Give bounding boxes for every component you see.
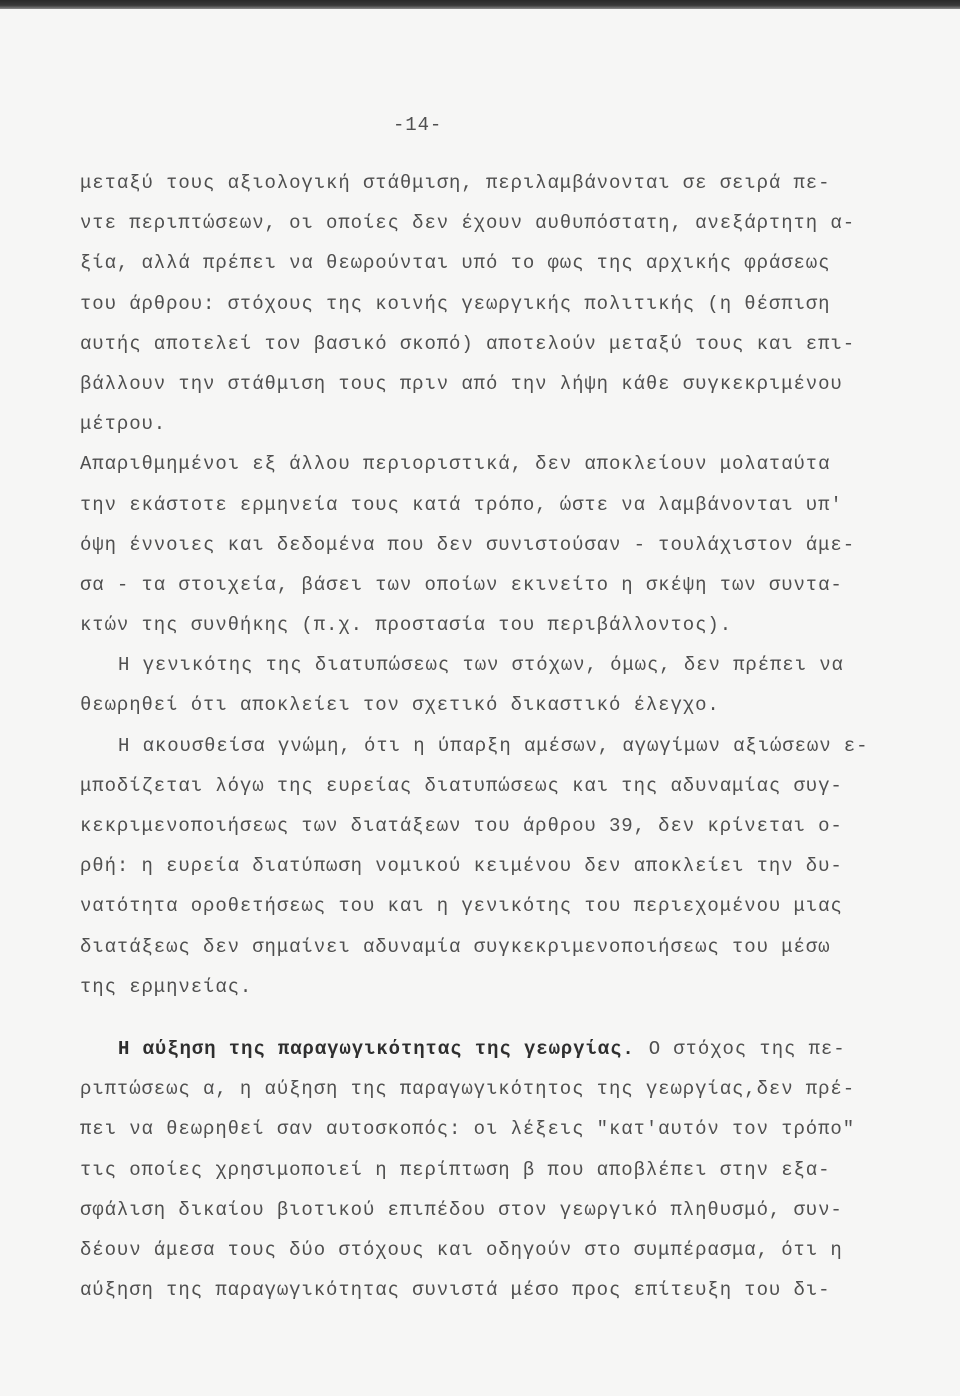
- text-line: Η γενικότης της διατυπώσεως των στόχων, όμως, δεν πρέπει να: [118, 654, 844, 677]
- text-line: όψη έννοιες και δεδομένα που δεν συνιστούσαν - τουλάχιστον άμε-: [80, 533, 856, 556]
- text-line: μέτρου.: [80, 413, 167, 436]
- scan-edge: [0, 0, 960, 9]
- text-line: την εκάστοτε ερμηνεία τους κατά τρόπο, ώστε να λαμβάνονται υπ': [80, 493, 843, 516]
- text-line: δέουν άμεσα τους δύο στόχους και οδηγούν στο συμπέρασμα, ότι η: [80, 1238, 843, 1261]
- text-line: τις οποίες χρησιμοποιεί η περίπτωση β που αποβλέπει στην εξα-: [80, 1158, 831, 1181]
- page-number: -14-: [393, 114, 443, 136]
- text-line: διατάξεως δεν σημαίνει αδυναμία συγκεκριμενοποιήσεως του μέσω: [80, 935, 831, 958]
- paragraph-2: [80, 444, 940, 645]
- section-heading: Η αύξηση της παραγωγικότητας της γεωργίας.: [118, 1037, 635, 1060]
- paragraph-1: [80, 163, 940, 444]
- text-fragment: Ο στόχος της πε-: [648, 1037, 846, 1060]
- text-line: σφάλιση δικαίου βιοτικού επιπέδου στον γεωργικό πληθυσμό, συν-: [80, 1198, 843, 1221]
- text-line: ντε περιπτώσεων, οι οποίες δεν έχουν αυθυπόστατη, ανεξάρτητη α-: [80, 212, 856, 235]
- text-line: μποδίζεται λόγω της ευρείας διατυπώσεως και της αδυναμίας συγ-: [80, 774, 843, 797]
- text-line: νατότητα οροθετήσεως του και η γενικότης του περιεχομένου μιας: [80, 895, 843, 918]
- text-line: μεταξύ τους αξιολογική στάθμιση, περιλαμβάνονται σε σειρά πε-: [80, 172, 831, 194]
- document-body: [80, 163, 940, 1310]
- text-line: της ερμηνείας.: [80, 975, 253, 998]
- text-line: θεωρηθεί ότι αποκλείει τον σχετικό δικαστικό έλεγχο.: [80, 694, 720, 717]
- text-line: πει να θεωρηθεί σαν αυτοσκοπός: οι λέξεις "κατ'αυτόν τον τρόπο": [80, 1118, 856, 1141]
- text-line: κεκριμενοποιήσεως των διατάξεων του άρθρου 39, δεν κρίνεται ο-: [80, 815, 843, 837]
- text-line: βάλλουν την στάθμιση τους πριν από την λήψη κάθε συγκεκριμένου: [80, 372, 843, 395]
- text-line: αυτής αποτελεί τον βασικό σκοπό) αποτελούν μεταξύ τους και επι-: [80, 332, 856, 355]
- heading-line: [80, 1029, 940, 1069]
- paragraph-5: [80, 1029, 940, 1310]
- text-line: σα - τα στοιχεία, βάσει των οποίων εκινείτο η σκέψη των συντα-: [80, 573, 843, 596]
- text-line: Η ακουσθείσα γνώμη, ότι η ύπαρξη αμέσων, αγωγίμων αξιώσεων ε-: [118, 734, 869, 757]
- text-line: του άρθρου: στόχους της κοινής γεωργικής πολιτικής (η θέσπιση: [80, 292, 831, 315]
- text-line: Απαριθμημένοι εξ άλλου περιοριστικά, δεν αποκλείουν μολαταύτα: [80, 453, 831, 476]
- text-line: ξία, αλλά πρέπει να θεωρούνται υπό το φως της αρχικής φράσεως: [80, 252, 831, 275]
- text-line: κτών της συνθήκης (π.χ. προστασία του περιβάλλοντος).: [80, 614, 732, 637]
- text-line: ριπτώσεως α, η αύξηση της παραγωγικότητος της γεωργίας,δεν πρέ-: [80, 1078, 856, 1101]
- text-line: ρθή: η ευρεία διατύπωση νομικού κειμένου δεν αποκλείει την δυ-: [80, 855, 843, 878]
- paragraph-3: [80, 645, 940, 725]
- text-line: αύξηση της παραγωγικότητας συνιστά μέσο προς επίτευξη του δι-: [80, 1279, 831, 1302]
- paragraph-4: [80, 726, 940, 1007]
